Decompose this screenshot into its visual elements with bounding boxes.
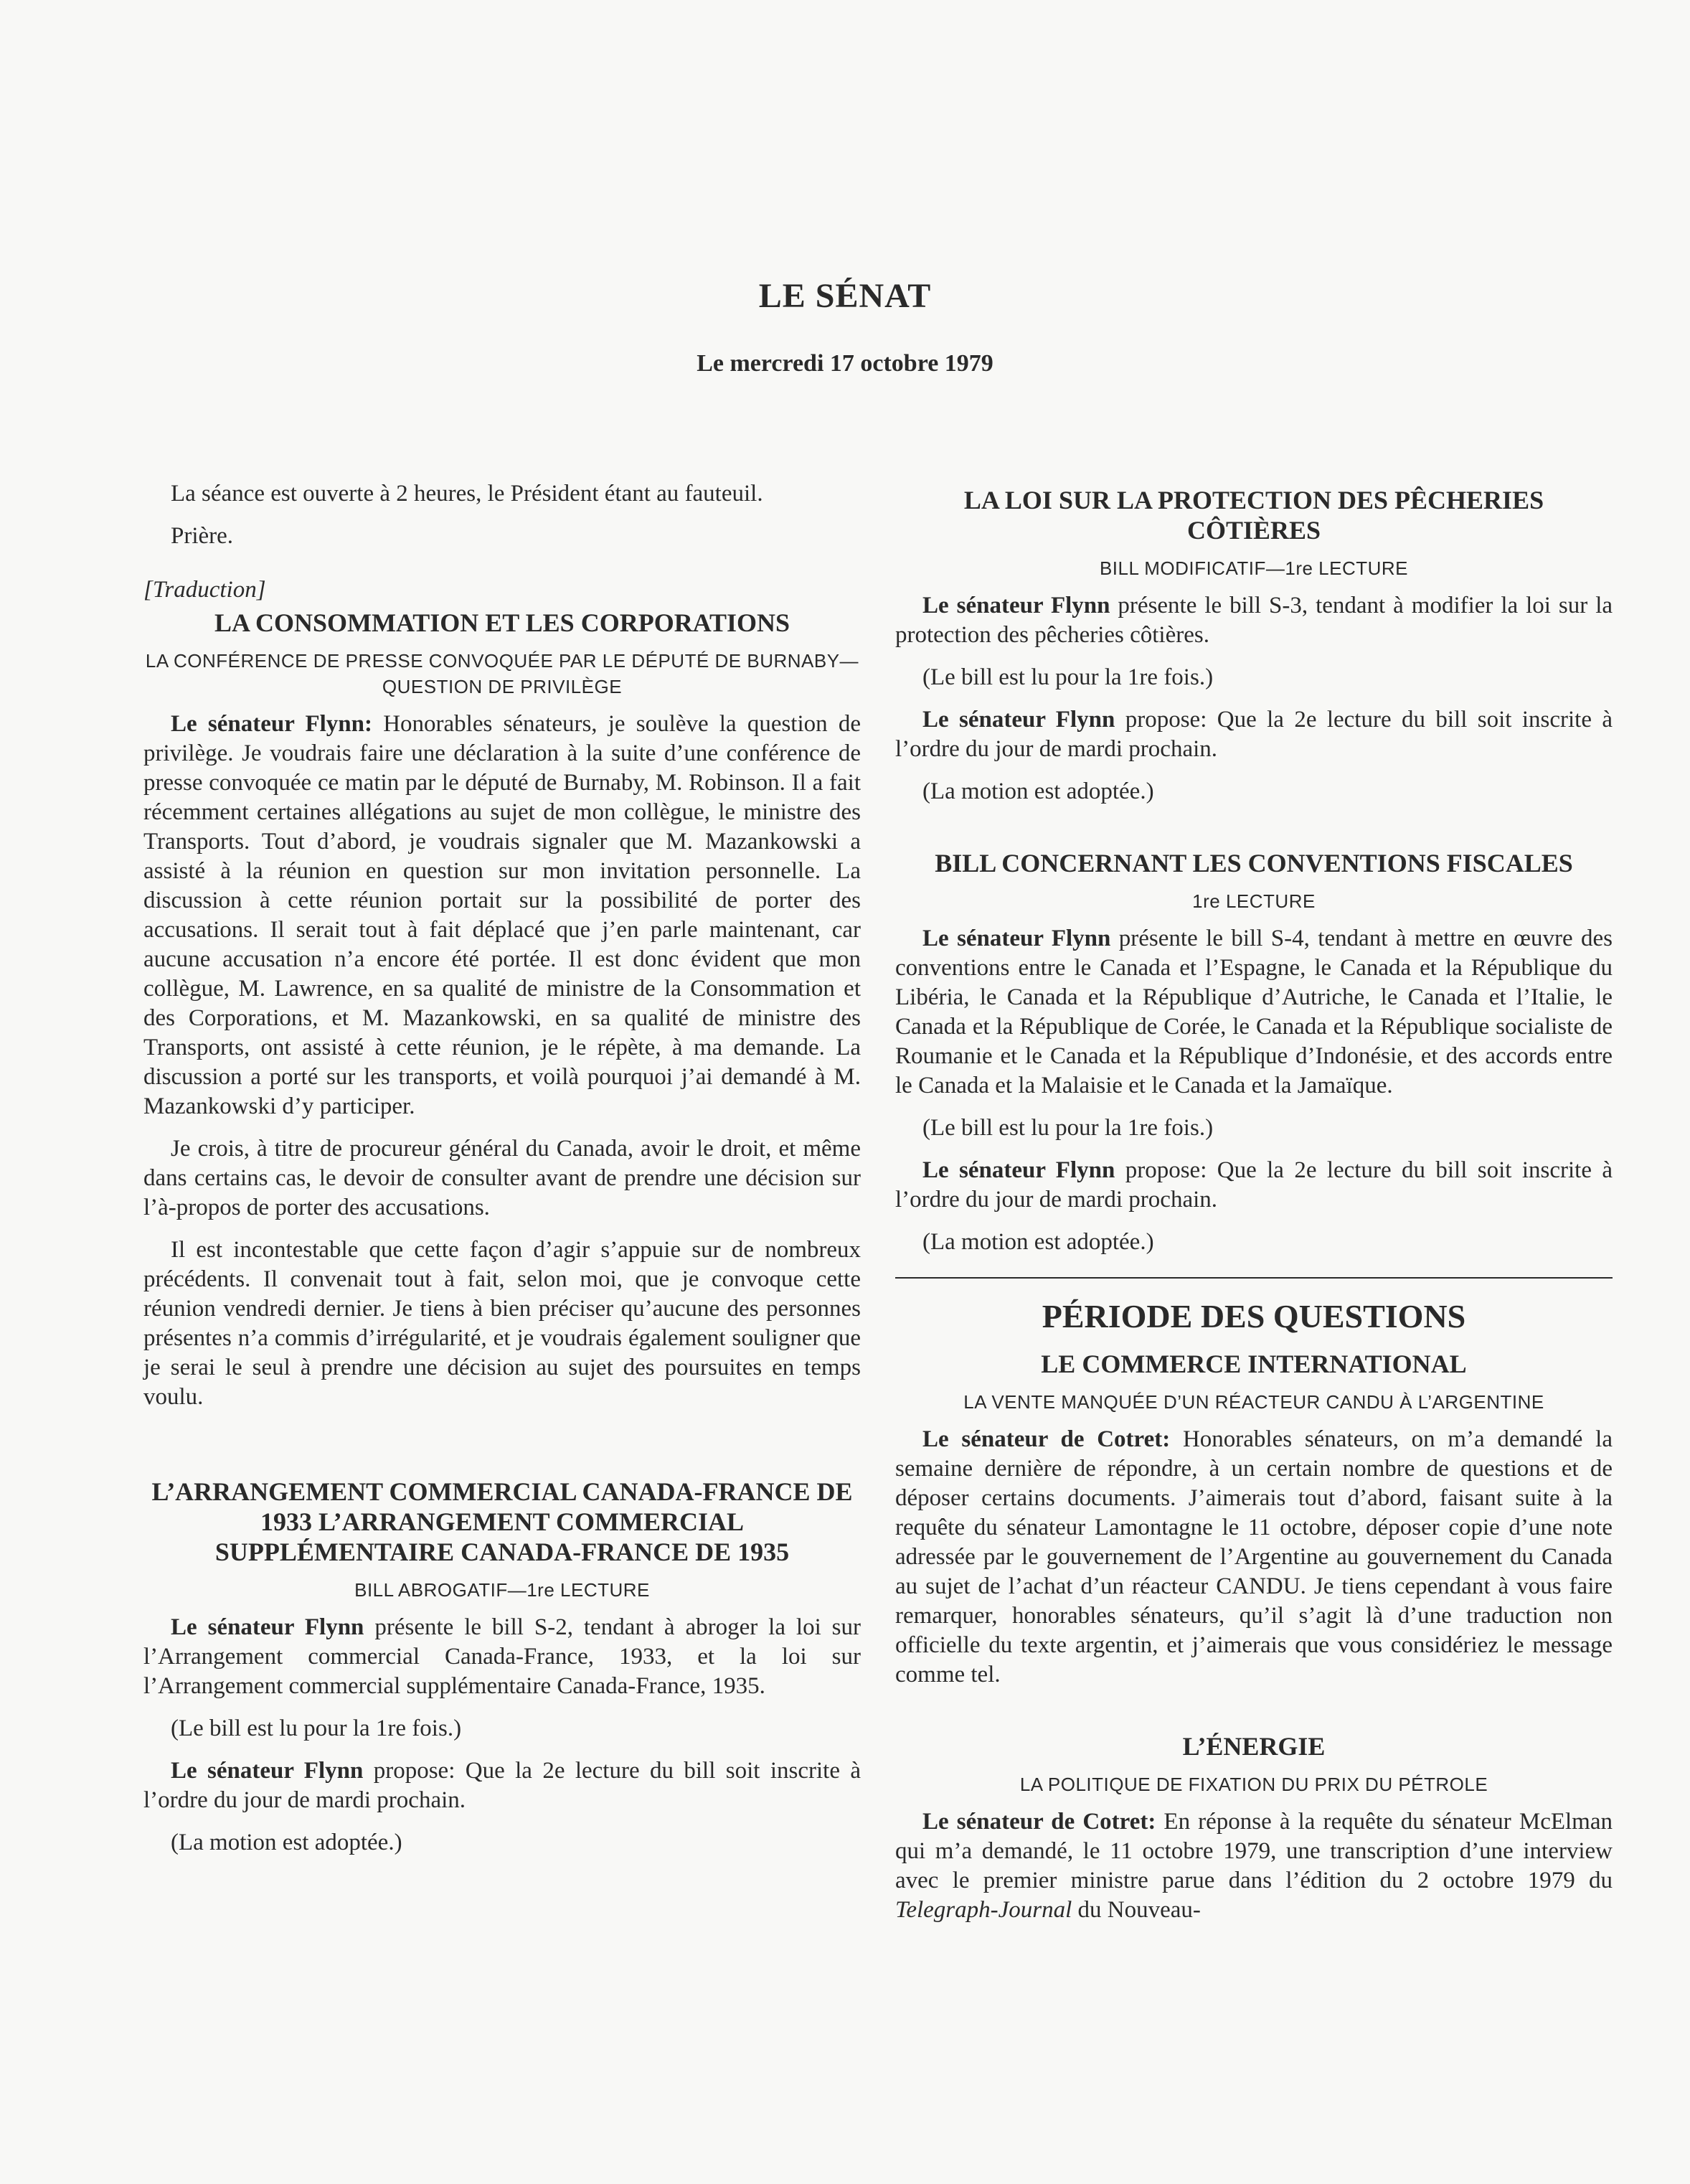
bill-s2-motion: Le sénateur Flynn propose: Que la 2e lecture du bill soit inscrite à l’ordre du jour de mardi prochain.	[143, 1758, 861, 1813]
section-heading-consommation: LA CONSOMMATION ET LES CORPORATIONS	[214, 608, 790, 637]
prayer-paragraph: Prière.	[171, 523, 234, 549]
speaker-name: Le sénateur Flynn	[171, 1758, 364, 1784]
page-title: LE SÉNAT	[758, 277, 932, 315]
bill-s3-paragraph: Le sénateur Flynn présente le bill S-3, tendant à modifier la loi sur la protection des pêcheries côtières.	[895, 593, 1613, 648]
section-heading-energie: L’ÉNERGIE	[1182, 1732, 1326, 1761]
cotret-answer-candu: Le sénateur de Cotret: Honorables sénateurs, on m’a demandé la semaine dernière de répondre, à un certain nombre de questions et de déposer certains documents. J’aimerais tout d’abord, faisant suite à la requête du sénateur Lamontagne le 11 octobre, déposer copie d’une note adressée par le gouvernement de l’Argentine au gouvernement du Canada au sujet de l’achat d’un réacteur CANDU. Je tiens cependant à vous faire remarquer, honorables sénateurs, qu’il s’agit là d’une traduction non officielle du texte argentin, et j’aimerais que vous considériez le message comme tel.	[895, 1426, 1613, 1688]
newspaper-title: Telegraph-Journal	[895, 1897, 1072, 1923]
section-heading-peches: LA LOI SUR LA PROTECTION DES PÊCHERIES CÔTIÈRES	[963, 486, 1544, 545]
speaker-name: Le sénateur Flynn	[922, 707, 1115, 733]
section-heading-arrangement: L’ARRANGEMENT COMMERCIAL CANADA-FRANCE DE 1933 L’ARRANGEMENT COMMERCIAL SUPPLÉMENTAIRE CANADA-FRANCE DE 1935	[151, 1477, 853, 1566]
subheading-abrogatif: BILL ABROGATIF—1re LECTURE	[354, 1579, 650, 1601]
cotret-answer-petrole: Le sénateur de Cotret: En réponse à la requête du sénateur McElman qui m’a demandé, le 11 octobre 1979, une transcription d’une interview avec le premier ministre parue dans l’édition du 2 octobre 1979 du Telegraph-Journal du Nouveau-	[895, 1809, 1613, 1923]
section-heading-periode: PÉRIODE DES QUESTIONS	[1042, 1298, 1466, 1335]
sitting-date: Le mercredi 17 octobre 1979	[697, 350, 993, 377]
subheading-modificatif: BILL MODIFICATIF—1re LECTURE	[1099, 557, 1409, 579]
speaker-name: Le sénateur de Cotret:	[922, 1809, 1156, 1835]
subheading-petrole: LA POLITIQUE DE FIXATION DU PRIX DU PÉTROLE	[1019, 1774, 1488, 1795]
speaker-name: Le sénateur Flynn	[171, 1614, 364, 1640]
speaker-name: Le sénateur Flynn	[922, 1157, 1115, 1183]
paragraph-crois: Je crois, à titre de procureur général du Canada, avoir le droit, et même dans certains cas, le devoir de consulter avant de prendre une décision sur l’à-propos de porter des accusations.	[143, 1136, 861, 1220]
bill-s2-paragraph: Le sénateur Flynn présente le bill S-2, tendant à abroger la loi sur l’Arrangement commercial Canada-France, 1933, et la loi sur l’Arrangement commercial supplémentaire Canada-France, 1935.	[143, 1614, 861, 1699]
speaker-name: Le sénateur Flynn	[922, 926, 1111, 951]
flynn-statement: Le sénateur Flynn: Honorables sénateurs, je soulève la question de privilège. Je voudrais faire une déclaration à la suite d’une conférence de presse convoquée ce matin par le député de Burnaby, M. Robinson. Il a fait récemment certaines allégations au sujet de mon collègue, le ministre des Transports. Tout d’abord, je voudrais signaler que M. Mazankowski a assisté à la réunion en question sur mon invitation personnelle. La discussion à cette réunion portait sur la possibilité de porter des accusations. Il serait tout à fait déplacé que j’en parle maintenant, car aucune accusation n’a encore été portée. Il est donc évident que mon collègue, M. Lawrence, en sa qualité de ministre de la Consommation et des Corporations, et M. Mazankowski, en sa qualité de ministre des Transports, ont assisté à cette réunion, je le répète, à ma demande. La discussion a porté sur les transports, et voilà pourquoi j’ai demandé à M. Mazankowski d’y participer.	[143, 711, 861, 1119]
bill-s4-motion: Le sénateur Flynn propose: Que la 2e lecture du bill soit inscrite à l’ordre du jour de mardi prochain.	[895, 1157, 1613, 1213]
bill-s2-read: (Le bill est lu pour la 1re fois.)	[171, 1715, 462, 1741]
bill-s2-adopted: (La motion est adoptée.)	[171, 1830, 402, 1855]
section-divider	[895, 1277, 1613, 1279]
speaker-name: Le sénateur Flynn	[922, 593, 1110, 618]
section-heading-conventions: BILL CONCERNANT LES CONVENTIONS FISCALES	[935, 849, 1573, 877]
bill-s3-read: (Le bill est lu pour la 1re fois.)	[922, 664, 1214, 690]
section-heading-commerce: LE COMMERCE INTERNATIONAL	[1041, 1350, 1467, 1378]
paragraph-incontestable: Il est incontestable que cette façon d’agir s’appuie sur de nombreux précédents. Il convenait tout à fait, selon moi, que je convoque cette réunion vendredi dernier. Je tiens à bien préciser qu’aucune des personnes présentes n’a commis d’irrégularité, et je voudrais également souligner que je serai le seul à prendre une décision au sujet des poursuites en temps voulu.	[143, 1237, 861, 1410]
speaker-name: Le sénateur de Cotret:	[922, 1426, 1171, 1452]
subheading-candu: LA VENTE MANQUÉE D’UN RÉACTEUR CANDU À L’ARGENTINE	[963, 1391, 1544, 1413]
speaker-name: Le sénateur Flynn:	[171, 711, 372, 737]
subheading-lecture: 1re LECTURE	[1192, 890, 1316, 912]
left-column	[143, 479, 861, 1870]
bill-s4-read: (Le bill est lu pour la 1re fois.)	[922, 1115, 1214, 1141]
bill-s3-adopted: (La motion est adoptée.)	[922, 778, 1154, 804]
subheading-conference: LA CONFÉRENCE DE PRESSE CONVOQUÉE PAR LE DÉPUTÉ DE BURNABY—QUESTION DE PRIVILÈGE	[145, 650, 859, 697]
bill-s4-adopted: (La motion est adoptée.)	[922, 1229, 1154, 1255]
bill-s3-motion: Le sénateur Flynn propose: Que la 2e lecture du bill soit inscrite à l’ordre du jour de mardi prochain.	[895, 707, 1613, 762]
bill-s4-paragraph: Le sénateur Flynn présente le bill S-4, tendant à mettre en œuvre des conventions entre le Canada et l’Espagne, le Canada et la République du Libéria, le Canada et la République d’Autriche, le Canada et l’Italie, le Canada et la République de Corée, le Canada et la République socialiste de Roumanie et le Canada et la République d’Indonésie, et des accords entre le Canada et la Malaisie et le Canada et la Jamaïque.	[895, 926, 1613, 1098]
opening-paragraph: La séance est ouverte à 2 heures, le Président étant au fauteuil.	[171, 481, 763, 507]
translation-tag: [Traduction]	[143, 577, 266, 603]
right-column	[895, 485, 1613, 1938]
